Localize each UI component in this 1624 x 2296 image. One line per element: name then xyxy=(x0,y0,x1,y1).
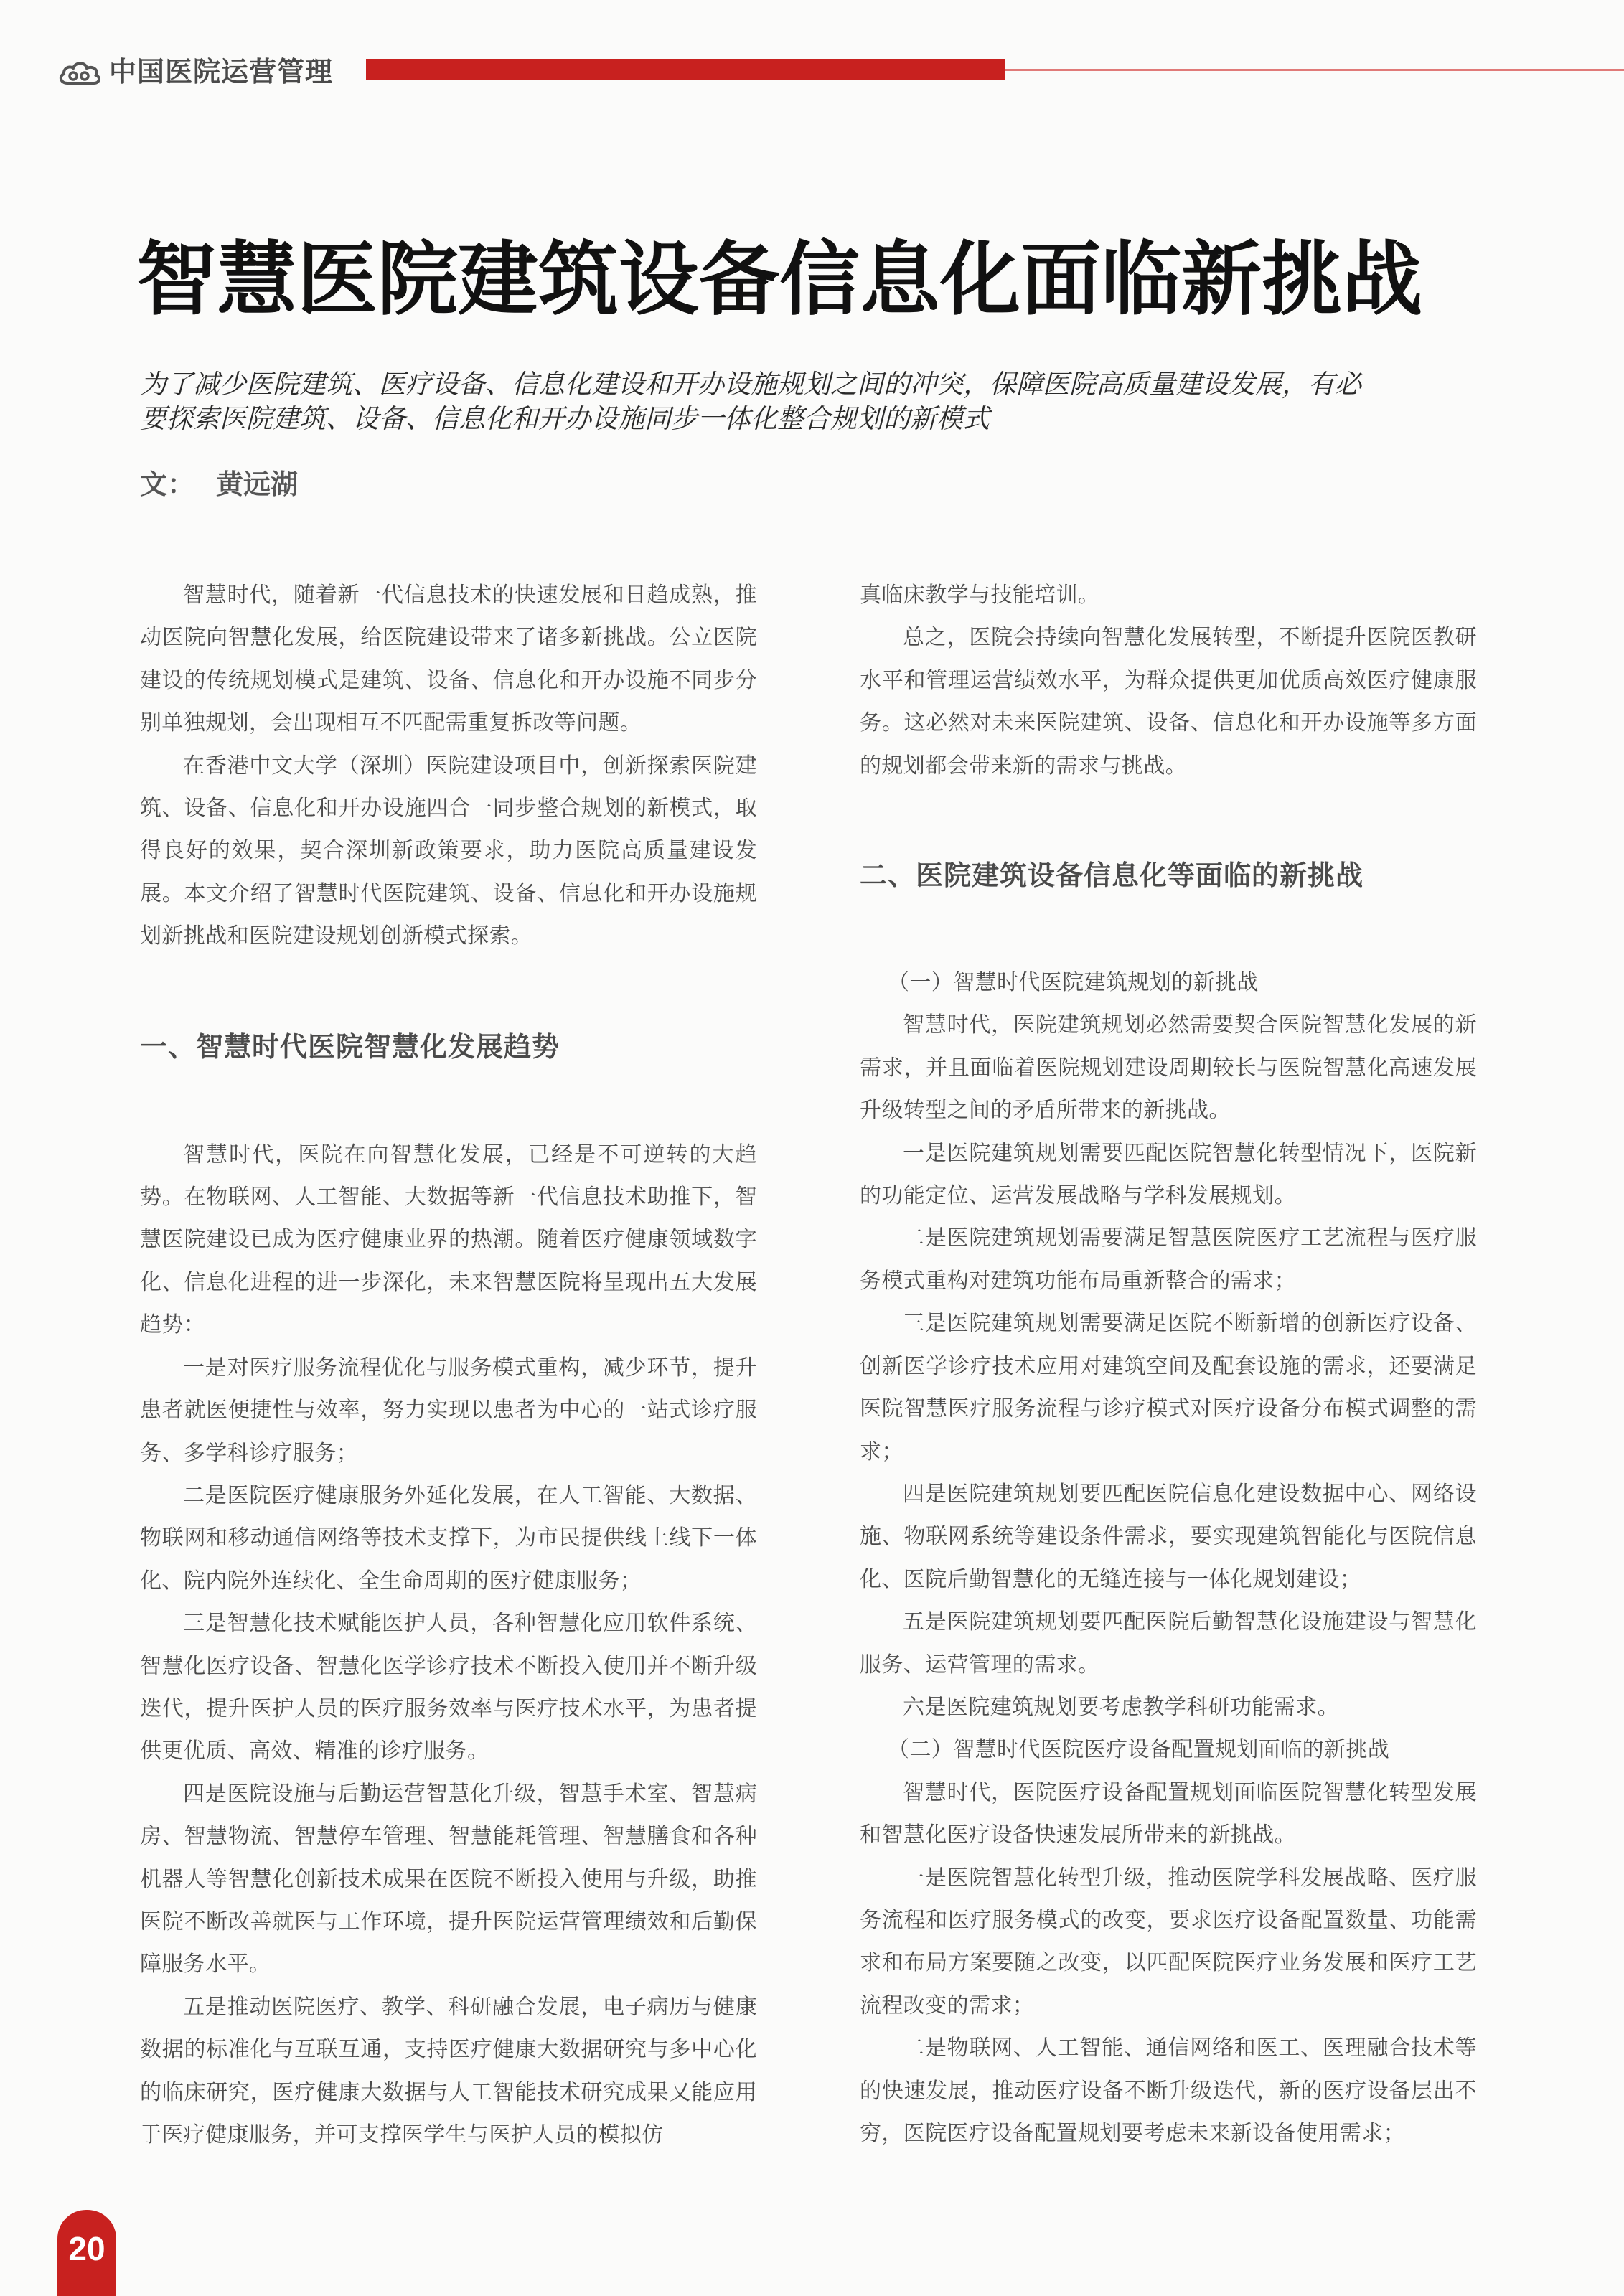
body-paragraph: 五是推动医院医疗、教学、科研融合发展，电子病历与健康数据的标准化与互联互通，支持医疗健康大数据研究与多中心化的临床研究，医疗健康大数据与人工智能技术研究成果又能应用于医疗健康服务，并可支撑医学生与医护人员的模拟仿 xyxy=(140,1994,757,2147)
subsection-heading: （一）智慧时代医院建筑规划的新挑战 xyxy=(888,970,1259,996)
body-paragraph: 五是医院建筑规划要匹配医院后勤智慧化设施建设与智慧化服务、运营管理的需求。 xyxy=(860,1609,1477,1678)
body-paragraph: 智慧时代，随着新一代信息技术的快速发展和日趋成熟，推动医院向智慧化发展，给医院建设带来了诸多新挑战。公立医院建设的传统规划模式是建筑、设备、信息化和开办设施不同步分别单独规划，会出现相互不匹配需重复拆改等问题。 xyxy=(140,583,757,736)
section-heading: 一、智慧时代医院智慧化发展趋势 xyxy=(140,1030,560,1063)
body-paragraph: 三是医院建筑规划需要满足医院不断新增的创新医疗设备、创新医学诊疗技术应用对建筑空间及配套设施的需求，还要满足医院智慧医疗服务流程与诊疗模式对医疗设备分布模式调整的需求； xyxy=(860,1311,1477,1464)
body-paragraph: 在香港中文大学（深圳）医院建设项目中，创新探索医院建筑、设备、信息化和开办设施四合一同步整合规划的新模式，取得良好的效果，契合深圳新政策要求，助力医院高质量建设发展。本文介绍了智慧时代医院建筑、设备、信息化和开办设施规划新挑战和医院建设规划创新模式探索。 xyxy=(140,753,757,949)
author-name: 黄远湖 xyxy=(216,469,299,500)
body-paragraph: 一是医院建筑规划需要匹配医院智慧化转型情况下，医院新的功能定位、运营发展战略与学科发展规划。 xyxy=(860,1140,1477,1209)
body-paragraph: 六是医院建筑规划要考虑教学科研功能需求。 xyxy=(903,1694,1339,1720)
header-rule-line xyxy=(1005,69,1624,71)
body-paragraph: 智慧时代，医院建筑规划必然需要契合医院智慧化发展的新需求，并且面临着医院规划建设周期较长与医院智慧化高速发展升级转型之间的矛盾所带来的新挑战。 xyxy=(860,1012,1477,1124)
body-paragraph: 真临床教学与技能培训。 xyxy=(860,583,1100,608)
body-paragraph: 智慧时代，医院医疗设备配置规划面临医院智慧化转型发展和智慧化医疗设备快速发展所带来的新挑战。 xyxy=(860,1779,1477,1848)
body-paragraph: 总之，医院会持续向智慧化发展转型，不断提升医院医教研水平和管理运营绩效水平，为群众提供更加优质高效医疗健康服务。这必然对未来医院建筑、设备、信息化和开办设施等多方面的规划都会带来新的需求与挑战。 xyxy=(860,625,1477,778)
article-title: 智慧医院建筑设备信息化面临新挑战 xyxy=(136,233,1422,326)
left-column xyxy=(140,574,757,2156)
body-paragraph: 三是智慧化技术赋能医护人员，各种智慧化应用软件系统、智慧化医疗设备、智慧化医学诊疗技术不断投入使用并不断升级迭代，提升医护人员的医疗服务效率与医疗技术水平，为患者提供更优质、高效、精准的诊疗服务。 xyxy=(140,1611,757,1764)
lead-line: 要探索医院建筑、设备、信息化和开办设施同步一体化整合规划的新模式 xyxy=(140,403,990,434)
author-byline xyxy=(140,463,298,506)
lead-line: 为了减少医院建筑、医疗设备、信息化建设和开办设施规划之间的冲突，保障医院高质量建设发展，有必 xyxy=(140,369,1361,400)
body-paragraph: 二是物联网、人工智能、通信网络和医工、医理融合技术等的快速发展，推动医疗设备不断升级迭代，新的医疗设备层出不穷，医院医疗设备配置规划要考虑未来新设备使用需求； xyxy=(860,2036,1477,2146)
journal-name: 中国医院运营管理 xyxy=(109,56,334,88)
body-paragraph: 四是医院建筑规划要匹配医院信息化建设数据中心、网络设施、物联网系统等建设条件需求，要实现建筑智能化与医院信息化、医院后勤智慧化的无缝连接与一体化规划建设； xyxy=(860,1481,1477,1592)
right-column xyxy=(860,574,1477,2155)
header-accent-bar xyxy=(366,59,1005,80)
body-paragraph: 一是对医疗服务流程优化与服务模式重构，减少环节，提升患者就医便捷性与效率，努力实现以患者为中心的一站式诊疗服务、多学科诊疗服务； xyxy=(140,1355,757,1466)
cloud-logo-icon xyxy=(57,56,102,88)
subsection-heading: （二）智慧时代医院医疗设备配置规划面临的新挑战 xyxy=(888,1737,1390,1763)
body-paragraph: 智慧时代，医院在向智慧化发展，已经是不可逆转的大趋势。在物联网、人工智能、大数据等新一代信息技术助推下，智慧医院建设已成为医疗健康业界的热潮。随着医疗健康领域数字化、信息化进程的进一步深化，未来智慧医院将呈现出五大发展趋势： xyxy=(140,1142,757,1338)
section-heading: 二、医院建筑设备信息化等面临的新挑战 xyxy=(860,860,1364,892)
page-number-tab xyxy=(57,2210,116,2296)
body-paragraph: 一是医院智慧化转型升级，推动医院学科发展战略、医疗服务流程和医疗服务模式的改变，要求医疗设备配置数量、功能需求和布局方案要随之改变，以匹配医院医疗业务发展和医疗工艺流程改变的需求； xyxy=(860,1865,1477,2018)
body-paragraph: 二是医院建筑规划需要满足智慧医院医疗工艺流程与医疗服务模式重构对建筑功能布局重新整合的需求； xyxy=(860,1225,1477,1294)
page-header xyxy=(57,52,1624,92)
article-lead xyxy=(140,367,1446,436)
body-paragraph: 四是医院设施与后勤运营智慧化升级，智慧手术室、智慧病房、智慧物流、智慧停车管理、智慧能耗管理、智慧膳食和各种机器人等智慧化创新技术成果在医院不断投入使用与升级，助推医院不断改善就医与工作环境，提升医院运营管理绩效和后勤保障服务水平。 xyxy=(140,1781,757,1977)
page-number: 20 xyxy=(68,2230,105,2267)
body-paragraph: 二是医院医疗健康服务外延化发展，在人工智能、大数据、物联网和移动通信网络等技术支撑下，为市民提供线上线下一体化、院内院外连续化、全生命周期的医疗健康服务； xyxy=(140,1482,757,1594)
author-label: 文： xyxy=(140,469,195,500)
